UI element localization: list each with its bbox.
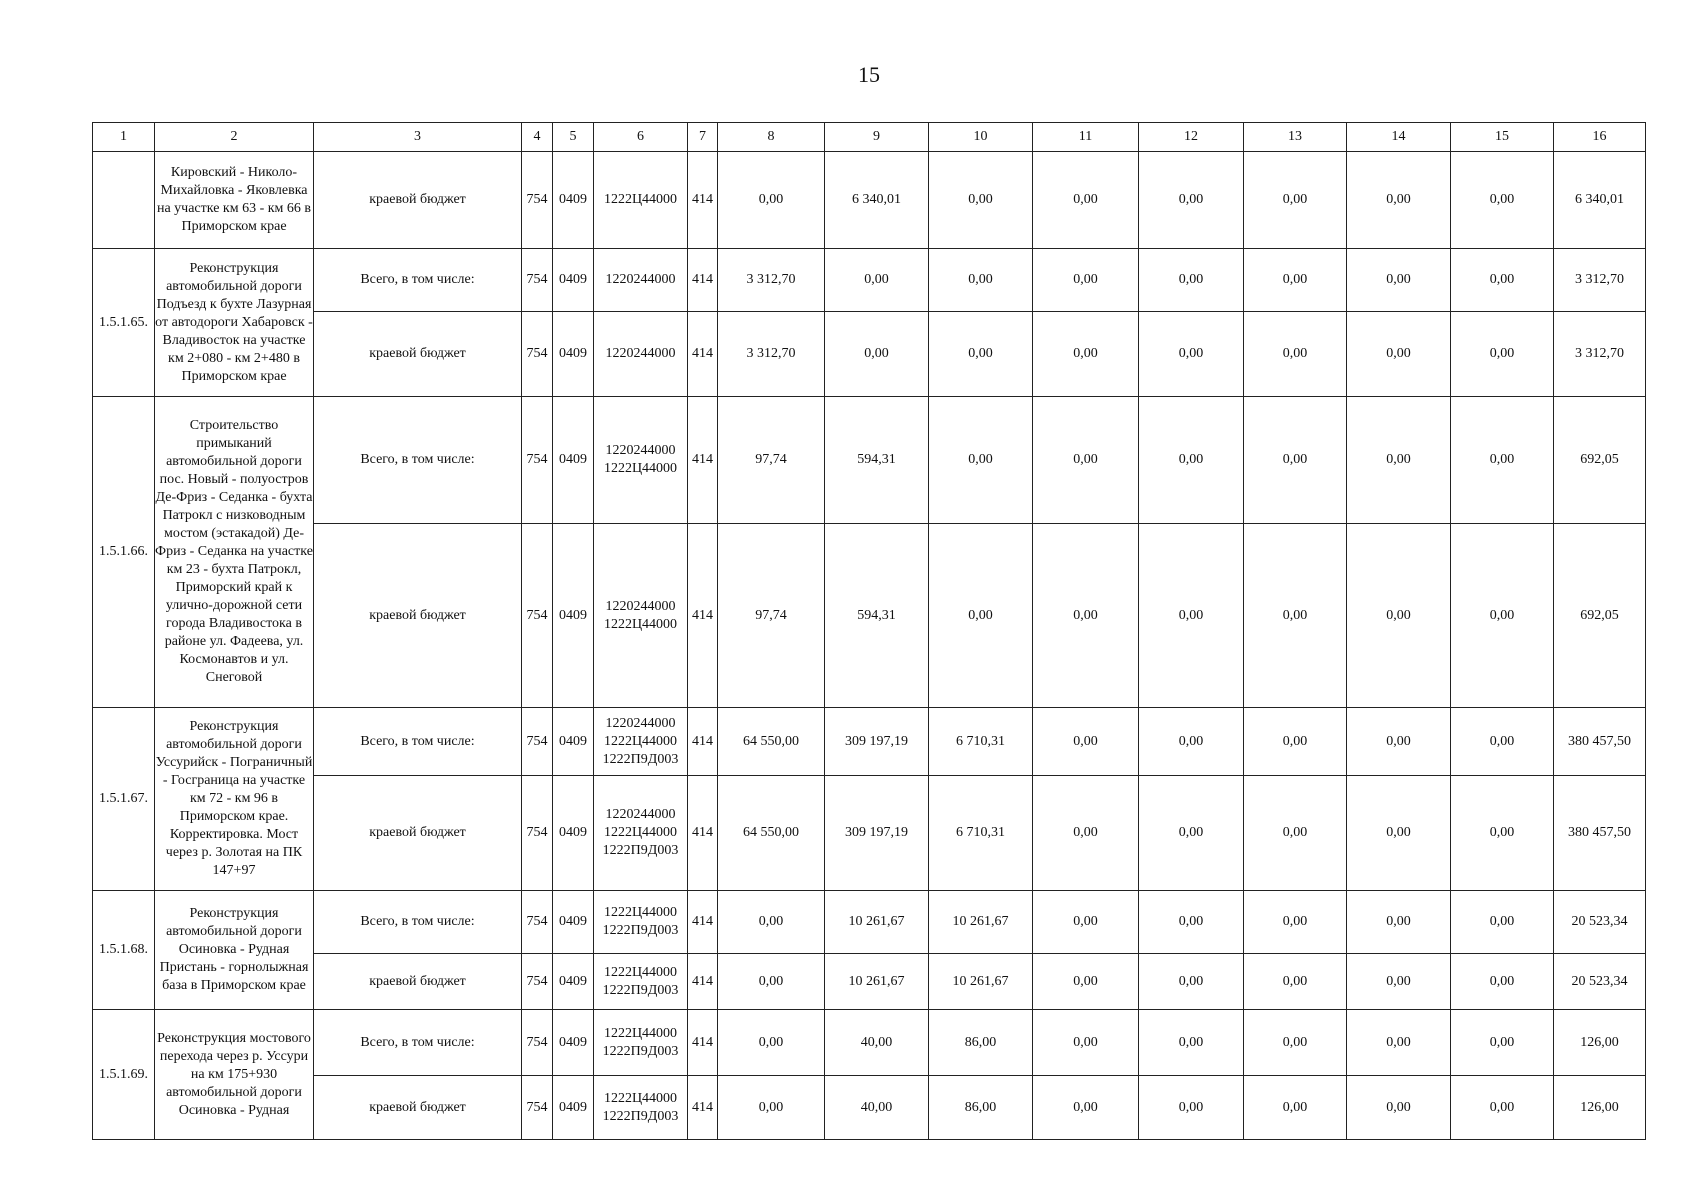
target-article-code: 1222П9Д003 <box>602 1043 679 1059</box>
amount-cell: 0,00 <box>1347 249 1451 312</box>
target-article-code: 1220244000 <box>605 272 676 287</box>
funding-source-cell: краевой бюджет <box>314 152 522 249</box>
target-article-code: 1222Ц44000 <box>603 192 678 207</box>
target-article-code: 1220244000 <box>605 715 676 731</box>
amount-cell: 692,05 <box>1554 397 1646 524</box>
amount-cell: 0,00 <box>1244 954 1347 1010</box>
ministry-code-cell: 754 <box>522 708 553 776</box>
amount-cell: 0,00 <box>1244 776 1347 891</box>
amount-cell: 0,00 <box>1033 312 1139 397</box>
amount-cell: 97,74 <box>718 397 825 524</box>
amount-cell: 0,00 <box>1347 312 1451 397</box>
amount-cell: 0,00 <box>1347 1010 1451 1076</box>
table-row <box>93 524 1646 708</box>
amount-cell: 0,00 <box>1244 152 1347 249</box>
target-article-cell <box>594 524 688 708</box>
amount-cell: 0,00 <box>1244 1076 1347 1140</box>
amount-cell: 0,00 <box>1451 1076 1554 1140</box>
target-article-cell <box>594 1076 688 1140</box>
item-name-cell: Реконструкция автомобильной дороги Подъезд к бухте Лазурная от автодороги Хабаровск - Владивосток на участке км 2+080 - км 2+480 в Приморском крае <box>155 249 314 397</box>
amount-cell: 0,00 <box>1033 891 1139 954</box>
amount-cell: 6 340,01 <box>825 152 929 249</box>
target-article-code: 1222Ц44000 <box>603 1025 678 1041</box>
amount-cell: 0,00 <box>1139 524 1244 708</box>
amount-cell: 0,00 <box>1244 1010 1347 1076</box>
section-code-cell: 0409 <box>553 312 594 397</box>
amount-cell: 0,00 <box>1033 776 1139 891</box>
header-cell: 11 <box>1033 123 1139 152</box>
expense-type-cell: 414 <box>688 312 718 397</box>
amount-cell: 6 340,01 <box>1554 152 1646 249</box>
header-cell: 2 <box>155 123 314 152</box>
target-article-cell <box>594 152 688 249</box>
ministry-code-cell: 754 <box>522 524 553 708</box>
funding-source-cell: Всего, в том числе: <box>314 708 522 776</box>
expense-type-cell: 414 <box>688 954 718 1010</box>
amount-cell: 0,00 <box>1347 891 1451 954</box>
amount-cell: 0,00 <box>1451 397 1554 524</box>
amount-cell: 0,00 <box>1451 891 1554 954</box>
header-cell: 14 <box>1347 123 1451 152</box>
funding-source-cell: краевой бюджет <box>314 524 522 708</box>
ministry-code-cell: 754 <box>522 1076 553 1140</box>
item-number-cell <box>93 152 155 249</box>
amount-cell: 40,00 <box>825 1010 929 1076</box>
amount-cell: 0,00 <box>1244 397 1347 524</box>
expense-type-cell: 414 <box>688 249 718 312</box>
amount-cell: 0,00 <box>929 397 1033 524</box>
target-article-cell <box>594 954 688 1010</box>
target-article-code: 1222Ц44000 <box>603 825 678 840</box>
section-code-cell: 0409 <box>553 708 594 776</box>
table-header <box>93 123 1646 152</box>
amount-cell: 0,00 <box>1033 708 1139 776</box>
amount-cell: 40,00 <box>825 1076 929 1140</box>
funding-source-cell: Всего, в том числе: <box>314 1010 522 1076</box>
ministry-code-cell: 754 <box>522 397 553 524</box>
amount-cell: 0,00 <box>1139 708 1244 776</box>
amount-cell: 86,00 <box>929 1076 1033 1140</box>
target-article-code: 1222П9Д003 <box>602 923 679 938</box>
header-cell: 8 <box>718 123 825 152</box>
amount-cell: 0,00 <box>718 152 825 249</box>
header-cell: 16 <box>1554 123 1646 152</box>
target-article-cell <box>594 776 688 891</box>
amount-cell: 20 523,34 <box>1554 891 1646 954</box>
amount-cell: 0,00 <box>1451 524 1554 708</box>
amount-cell: 0,00 <box>1139 397 1244 524</box>
table-row <box>93 249 1646 312</box>
amount-cell: 64 550,00 <box>718 776 825 891</box>
amount-cell: 594,31 <box>825 397 929 524</box>
item-name-cell: Реконструкция автомобильной дороги Осиновка - Рудная Пристань - горнолыжная база в Приморском крае <box>155 891 314 1010</box>
target-article-code: 1222Ц44000 <box>603 733 678 749</box>
section-code-cell: 0409 <box>553 397 594 524</box>
amount-cell: 309 197,19 <box>825 708 929 776</box>
amount-cell: 0,00 <box>1139 152 1244 249</box>
expense-type-cell: 414 <box>688 397 718 524</box>
header-cell: 3 <box>314 123 522 152</box>
amount-cell: 0,00 <box>1033 1076 1139 1140</box>
target-article-code: 1222П9Д003 <box>602 1108 679 1124</box>
amount-cell: 692,05 <box>1554 524 1646 708</box>
section-code-cell: 0409 <box>553 1010 594 1076</box>
amount-cell: 0,00 <box>1347 152 1451 249</box>
amount-cell: 0,00 <box>1347 708 1451 776</box>
header-cell: 7 <box>688 123 718 152</box>
amount-cell: 3 312,70 <box>718 312 825 397</box>
header-cell: 15 <box>1451 123 1554 152</box>
amount-cell: 0,00 <box>1139 249 1244 312</box>
amount-cell: 0,00 <box>929 152 1033 249</box>
table-row <box>93 708 1646 776</box>
amount-cell: 0,00 <box>718 1076 825 1140</box>
ministry-code-cell: 754 <box>522 1010 553 1076</box>
expense-type-cell: 414 <box>688 891 718 954</box>
amount-cell: 126,00 <box>1554 1010 1646 1076</box>
amount-cell: 0,00 <box>1033 249 1139 312</box>
amount-cell: 0,00 <box>1244 249 1347 312</box>
target-article-code: 1222П9Д003 <box>602 843 679 858</box>
amount-cell: 309 197,19 <box>825 776 929 891</box>
section-code-cell: 0409 <box>553 524 594 708</box>
amount-cell: 0,00 <box>718 891 825 954</box>
amount-cell: 0,00 <box>1244 524 1347 708</box>
expense-type-cell: 414 <box>688 524 718 708</box>
target-article-cell <box>594 249 688 312</box>
amount-cell: 0,00 <box>1451 312 1554 397</box>
amount-cell: 126,00 <box>1554 1076 1646 1140</box>
expense-type-cell: 414 <box>688 776 718 891</box>
table-row <box>93 776 1646 891</box>
target-article-cell <box>594 1010 688 1076</box>
funding-source-cell: краевой бюджет <box>314 776 522 891</box>
section-code-cell: 0409 <box>553 1076 594 1140</box>
amount-cell: 0,00 <box>718 1010 825 1076</box>
budget-table <box>92 122 1646 1140</box>
amount-cell: 0,00 <box>1347 954 1451 1010</box>
amount-cell: 0,00 <box>1451 249 1554 312</box>
table-row <box>93 1076 1646 1140</box>
header-cell: 10 <box>929 123 1033 152</box>
amount-cell: 0,00 <box>1033 524 1139 708</box>
funding-source-cell: Всего, в том числе: <box>314 249 522 312</box>
expense-type-cell: 414 <box>688 152 718 249</box>
expense-type-cell: 414 <box>688 708 718 776</box>
item-name-cell: Строительство примыканий автомобильной дороги пос. Новый - полуостров Де-Фриз - Седанка - бухта Патрокл с низководным мостом (эстакадой) Де-Фриз - Седанка на участке км 23 - бухта Патрокл, Приморский край к улично-дорожной сети города Владивостока в районе ул. Фадеева, ул. Космонавтов и ул. Снеговой <box>155 397 314 708</box>
amount-cell: 0,00 <box>718 954 825 1010</box>
amount-cell: 6 710,31 <box>929 708 1033 776</box>
amount-cell: 0,00 <box>1347 776 1451 891</box>
amount-cell: 0,00 <box>929 312 1033 397</box>
amount-cell: 0,00 <box>1033 954 1139 1010</box>
amount-cell: 0,00 <box>929 249 1033 312</box>
header-cell: 4 <box>522 123 553 152</box>
amount-cell: 380 457,50 <box>1554 776 1646 891</box>
target-article-code: 1222Ц44000 <box>603 616 678 632</box>
header-cell: 13 <box>1244 123 1347 152</box>
amount-cell: 86,00 <box>929 1010 1033 1076</box>
amount-cell: 3 312,70 <box>718 249 825 312</box>
amount-cell: 0,00 <box>1347 524 1451 708</box>
funding-source-cell: краевой бюджет <box>314 954 522 1010</box>
amount-cell: 3 312,70 <box>1554 312 1646 397</box>
amount-cell: 0,00 <box>1451 152 1554 249</box>
amount-cell: 0,00 <box>1451 1010 1554 1076</box>
target-article-code: 1220244000 <box>605 443 676 458</box>
amount-cell: 0,00 <box>1451 776 1554 891</box>
target-article-cell <box>594 708 688 776</box>
amount-cell: 0,00 <box>1451 708 1554 776</box>
table-row <box>93 1010 1646 1076</box>
ministry-code-cell: 754 <box>522 152 553 249</box>
amount-cell: 10 261,67 <box>825 891 929 954</box>
target-article-cell <box>594 891 688 954</box>
table-body <box>93 152 1646 1140</box>
ministry-code-cell: 754 <box>522 776 553 891</box>
header-cell: 6 <box>594 123 688 152</box>
amount-cell: 0,00 <box>825 312 929 397</box>
section-code-cell: 0409 <box>553 152 594 249</box>
amount-cell: 0,00 <box>1033 1010 1139 1076</box>
funding-source-cell: краевой бюджет <box>314 1076 522 1140</box>
amount-cell: 0,00 <box>1244 708 1347 776</box>
target-article-code: 1220244000 <box>605 807 676 822</box>
expense-type-cell: 414 <box>688 1076 718 1140</box>
funding-source-cell: краевой бюджет <box>314 312 522 397</box>
header-cell: 12 <box>1139 123 1244 152</box>
table-row <box>93 312 1646 397</box>
funding-source-cell: Всего, в том числе: <box>314 397 522 524</box>
amount-cell: 64 550,00 <box>718 708 825 776</box>
amount-cell: 0,00 <box>1033 152 1139 249</box>
target-article-code: 1222П9Д003 <box>602 982 679 998</box>
section-code-cell: 0409 <box>553 954 594 1010</box>
amount-cell: 0,00 <box>825 249 929 312</box>
section-code-cell: 0409 <box>553 891 594 954</box>
amount-cell: 0,00 <box>1139 1076 1244 1140</box>
item-number-cell: 1.5.1.69. <box>93 1010 155 1140</box>
amount-cell: 10 261,67 <box>929 954 1033 1010</box>
amount-cell: 20 523,34 <box>1554 954 1646 1010</box>
header-cell: 9 <box>825 123 929 152</box>
amount-cell: 0,00 <box>1033 397 1139 524</box>
item-name-cell: Реконструкция автомобильной дороги Уссурийск - Пограничный - Госграница на участке км 72 - км 96 в Приморском крае. Корректировка. Мост через р. Золотая на ПК 147+97 <box>155 708 314 891</box>
page-number: 15 <box>858 62 880 87</box>
amount-cell: 594,31 <box>825 524 929 708</box>
section-code-cell: 0409 <box>553 249 594 312</box>
ministry-code-cell: 754 <box>522 954 553 1010</box>
funding-source-cell: Всего, в том числе: <box>314 891 522 954</box>
target-article-code: 1222Ц44000 <box>603 461 678 476</box>
item-number-cell: 1.5.1.66. <box>93 397 155 708</box>
target-article-cell <box>594 397 688 524</box>
ministry-code-cell: 754 <box>522 249 553 312</box>
amount-cell: 0,00 <box>1139 312 1244 397</box>
item-number-cell: 1.5.1.67. <box>93 708 155 891</box>
header-cell: 5 <box>553 123 594 152</box>
ministry-code-cell: 754 <box>522 312 553 397</box>
amount-cell: 0,00 <box>1139 891 1244 954</box>
item-number-cell: 1.5.1.68. <box>93 891 155 1010</box>
target-article-code: 1222Ц44000 <box>603 1090 678 1106</box>
amount-cell: 0,00 <box>1244 312 1347 397</box>
target-article-code: 1220244000 <box>605 598 676 614</box>
amount-cell: 6 710,31 <box>929 776 1033 891</box>
amount-cell: 0,00 <box>929 524 1033 708</box>
target-article-code: 1222Ц44000 <box>603 905 678 920</box>
item-name-cell: Реконструкция мостового перехода через р. Уссури на км 175+930 автомобильной дороги Осиновка - Рудная <box>155 1010 314 1140</box>
amount-cell: 0,00 <box>1347 397 1451 524</box>
table-row <box>93 397 1646 524</box>
target-article-cell <box>594 312 688 397</box>
amount-cell: 0,00 <box>1139 954 1244 1010</box>
target-article-code: 1222Ц44000 <box>603 964 678 980</box>
amount-cell: 0,00 <box>1451 954 1554 1010</box>
amount-cell: 97,74 <box>718 524 825 708</box>
table-row <box>93 152 1646 249</box>
amount-cell: 0,00 <box>1139 776 1244 891</box>
amount-cell: 380 457,50 <box>1554 708 1646 776</box>
amount-cell: 10 261,67 <box>825 954 929 1010</box>
header-cell: 1 <box>93 123 155 152</box>
amount-cell: 10 261,67 <box>929 891 1033 954</box>
amount-cell: 0,00 <box>1347 1076 1451 1140</box>
table-row <box>93 954 1646 1010</box>
target-article-code: 1222П9Д003 <box>602 751 679 767</box>
target-article-code: 1220244000 <box>605 346 676 361</box>
amount-cell: 0,00 <box>1244 891 1347 954</box>
section-code-cell: 0409 <box>553 776 594 891</box>
expense-type-cell: 414 <box>688 1010 718 1076</box>
amount-cell: 0,00 <box>1139 1010 1244 1076</box>
item-number-cell: 1.5.1.65. <box>93 249 155 397</box>
item-name-cell: Кировский - Николо-Михайловка - Яковлевка на участке км 63 - км 66 в Приморском крае <box>155 152 314 249</box>
amount-cell: 3 312,70 <box>1554 249 1646 312</box>
table-row <box>93 891 1646 954</box>
ministry-code-cell: 754 <box>522 891 553 954</box>
